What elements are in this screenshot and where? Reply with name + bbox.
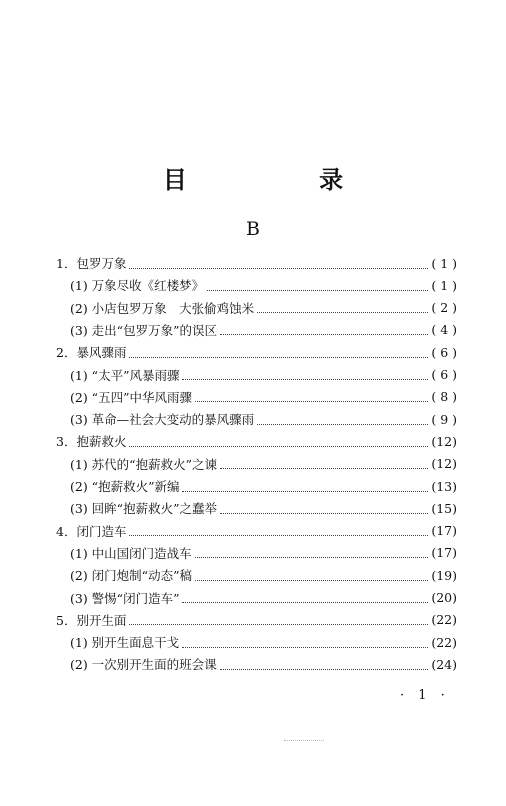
toc-entry-title: 4．闭门造车 [56,523,127,539]
toc-entry-title: (3) 走出“包罗万象”的误区 [70,322,217,338]
toc-entry-page: (19) [431,567,457,583]
dot-leader [129,432,428,447]
dot-leader [207,276,428,291]
toc-chapter-entry [56,520,457,542]
toc-subsection-entry [70,564,457,586]
dot-leader [257,298,428,313]
section-letter: B [246,218,260,240]
dot-leader [129,610,428,625]
toc-chapter-entry [56,430,457,452]
toc-entry-page: ( 8 ) [431,389,457,405]
dot-leader [257,410,428,425]
dot-leader [195,387,428,402]
toc-entry-page: (22) [431,634,457,650]
toc-entry-page: ( 6 ) [431,344,457,360]
toc-entry-title: 2．暴风骤雨 [56,345,127,361]
toc-entry-title: (2) 小店包罗万象 大张偷鸡蚀米 [70,300,255,316]
toc-entry-page: ( 4 ) [431,322,457,338]
toc-subsection-entry [70,542,457,564]
toc-entry-title: (1) 中山国闭门造战车 [70,545,192,561]
toc-entry-title: (2) “五四”中华风雨骤 [70,389,192,405]
toc-subsection-entry [70,631,457,653]
toc-entry-page: ( 2 ) [431,300,457,316]
page-number: · 1 · [400,688,450,703]
toc-entry-page: (17) [431,545,457,561]
toc-entry-page: (15) [431,500,457,516]
dot-leader [182,633,428,648]
toc-subsection-entry [70,475,457,497]
toc-entry-page: (24) [431,656,457,672]
toc-subsection-entry [70,653,457,675]
toc-entry-title: 3．抱薪救火 [56,434,127,450]
toc-subsection-entry [70,497,457,519]
toc-entry-title: (2) 一次别开生面的班会课 [70,657,217,673]
dot-leader [182,365,428,380]
toc-subsection-entry [70,319,457,341]
toc-subsection-entry [70,453,457,475]
dot-leader [129,254,428,269]
toc-entry-title: (2) “抱薪救火”新编 [70,479,180,494]
dot-leader [129,521,428,536]
toc-subsection-entry [70,297,457,319]
toc-entry-page: (12) [431,433,457,449]
toc-entry-page: ( 6 ) [431,367,457,382]
toc-entry-title: (3) 回眸“抱薪救火”之蠢举 [70,501,217,517]
toc-entry-page: ( 1 ) [431,277,457,293]
toc-entry-title: 1．包罗万象 [56,256,127,271]
toc-entry-page: (13) [431,478,457,494]
dot-leader [220,655,429,670]
toc-entry-page: (12) [431,456,457,472]
dot-leader [195,566,428,581]
dot-leader [129,343,428,358]
toc-subsection-entry [70,364,457,386]
dot-leader [220,320,428,335]
page-title: 目 录 [162,165,406,194]
toc-subsection-entry [70,408,457,430]
toc-entry-page: ( 1 ) [431,255,457,271]
toc-subsection-entry [70,587,457,609]
toc-subsection-entry [70,386,457,408]
dot-leader [182,588,428,603]
dot-leader [182,477,428,492]
dot-leader [220,454,428,469]
toc-entry-title: (1) “太平”风暴雨骤 [70,367,180,383]
toc-entry-page: (20) [431,590,457,605]
toc-chapter-entry [56,609,457,631]
toc-entry-page: (22) [431,612,457,628]
toc-entry-title: (1) 万象尽收《红楼梦》 [70,278,205,294]
toc-chapter-entry [56,252,457,274]
toc-subsection-entry [70,274,457,296]
dot-leader [220,499,428,514]
toc-entry-title: 5．别开生面 [56,612,127,628]
scan-mark [284,740,324,744]
toc-entry-title: (1) 别开生面息干戈 [70,635,180,651]
toc-entry-title: (3) 警惕“闭门造车” [70,590,180,606]
toc-entry-page: ( 9 ) [431,411,457,427]
toc-entry-title: (2) 闭门炮制“动态”稿 [70,568,192,584]
toc-chapter-entry [56,341,457,363]
dot-leader [195,543,429,558]
toc-entry-title: (3) 革命—社会大变动的暴风骤雨 [70,412,255,428]
toc-entry-title: (1) 苏代的“抱薪救火”之谏 [70,456,217,472]
toc-entry-page: (17) [431,523,457,539]
